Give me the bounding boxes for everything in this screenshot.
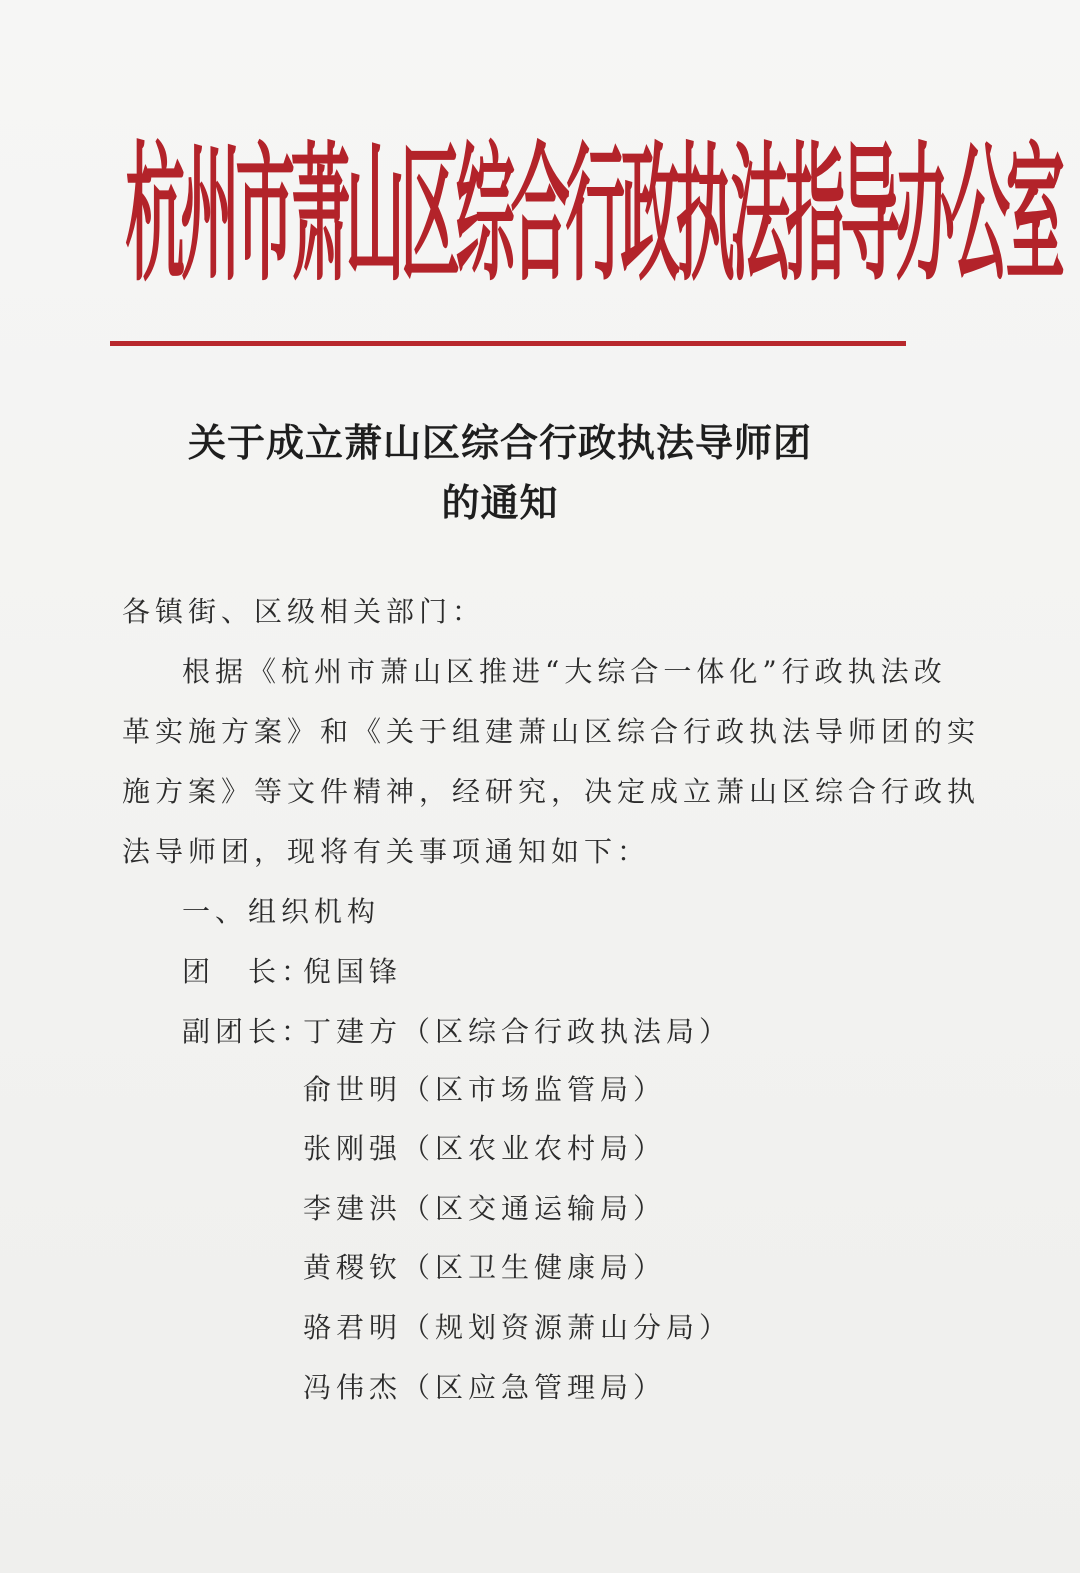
letterhead-char: 行 <box>565 128 625 302</box>
deputy-entry: 黄稷钦（区卫生健康局） <box>303 1251 667 1284</box>
paragraph-line: 根据《杭州市萧山区推进“大综合一体化”行政执法改 <box>182 655 947 688</box>
notice-title-line-2: 的通知 <box>441 480 559 525</box>
letterhead-title <box>115 128 1065 302</box>
notice-title-line-1: 关于成立萧山区综合行政执法导师团 <box>187 420 812 465</box>
paragraph-line: 革实施方案》和《关于组建萧山区综合行政执法导师团的实 <box>122 715 981 748</box>
deputy-entry: 李建洪（区交通运输局） <box>303 1192 667 1225</box>
deputy-entry: 张刚强（区农业农村局） <box>303 1132 667 1165</box>
letterhead-char: 公 <box>950 128 1010 302</box>
letterhead-char: 区 <box>400 128 460 302</box>
letterhead-char: 杭 <box>125 128 185 302</box>
letterhead-divider <box>110 341 906 346</box>
deputy-label: 副团长： <box>182 1015 315 1048</box>
letterhead-char: 导 <box>840 128 900 302</box>
deputy-entry: 丁建方（区综合行政执法局） <box>303 1015 733 1048</box>
letterhead-char: 合 <box>510 128 570 302</box>
letterhead-char: 市 <box>235 128 295 302</box>
letterhead-char: 政 <box>620 128 680 302</box>
deputy-entry: 骆君明（规划资源萧山分局） <box>303 1311 733 1344</box>
letterhead-char: 州 <box>180 128 240 302</box>
letterhead-char: 执 <box>675 128 735 302</box>
leader-name: 倪国锋 <box>303 955 403 988</box>
letterhead-char: 法 <box>730 128 790 302</box>
paragraph-line: 施方案》等文件精神，经研究，决定成立萧山区综合行政执 <box>122 775 981 808</box>
letterhead-char: 指 <box>785 128 845 302</box>
letterhead-char: 综 <box>455 128 515 302</box>
letterhead-char: 山 <box>345 128 405 302</box>
deputy-entry: 俞世明（区市场监管局） <box>303 1073 667 1106</box>
letterhead-char: 萧 <box>290 128 350 302</box>
letterhead-char: 办 <box>895 128 955 302</box>
salutation: 各镇街、区级相关部门： <box>122 595 486 628</box>
deputy-entry: 冯伟杰（区应急管理局） <box>303 1371 667 1404</box>
letterhead-char: 室 <box>1005 128 1065 302</box>
section-heading: 一、组织机构 <box>182 895 381 928</box>
paragraph-line: 法导师团，现将有关事项通知如下： <box>122 835 651 868</box>
leader-label: 团 长： <box>182 955 315 988</box>
